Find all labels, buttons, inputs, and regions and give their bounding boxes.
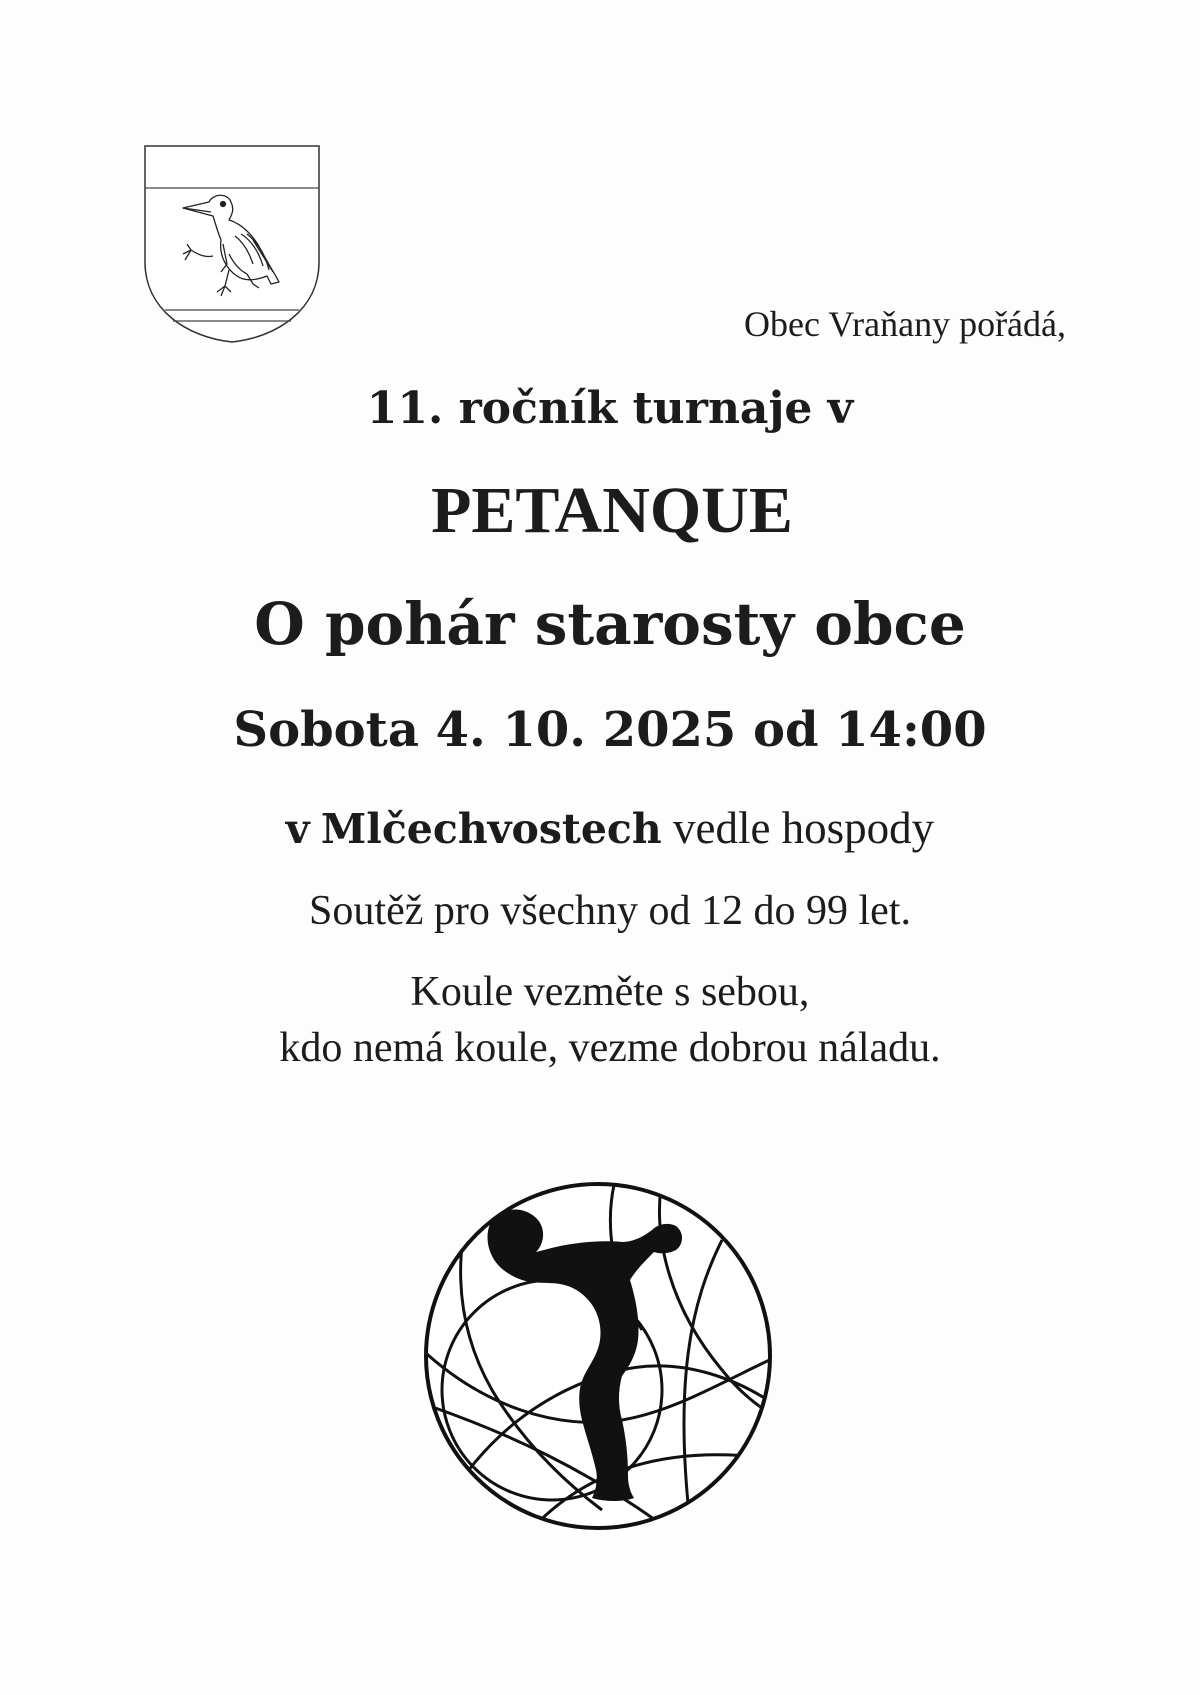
note-line-2: kdo nemá koule, vezme dobrou náladu. — [279, 1025, 941, 1071]
edition-heading: 11. ročník turnaje v — [366, 383, 854, 434]
organizer-line: Obec Vraňany pořádá, — [743, 304, 1067, 344]
coat-of-arms-icon — [143, 144, 321, 344]
venue-line — [10, 802, 1200, 854]
event-title: PETANQUE — [431, 474, 793, 547]
venue-suffix: vedle hospody — [672, 803, 935, 853]
venue-place: Mlčechvostech — [320, 805, 662, 853]
event-date-time: Sobota 4. 10. 2025 od 14:00 — [233, 702, 987, 758]
note-line-1: Koule vezměte s sebou, — [410, 969, 810, 1015]
venue-prefix: v — [285, 805, 310, 853]
cup-title: O pohár starosty obce — [254, 590, 966, 658]
eligibility-line: Soutěž pro všechny od 12 do 99 let. — [309, 888, 911, 934]
petanque-player-icon — [422, 1180, 774, 1532]
